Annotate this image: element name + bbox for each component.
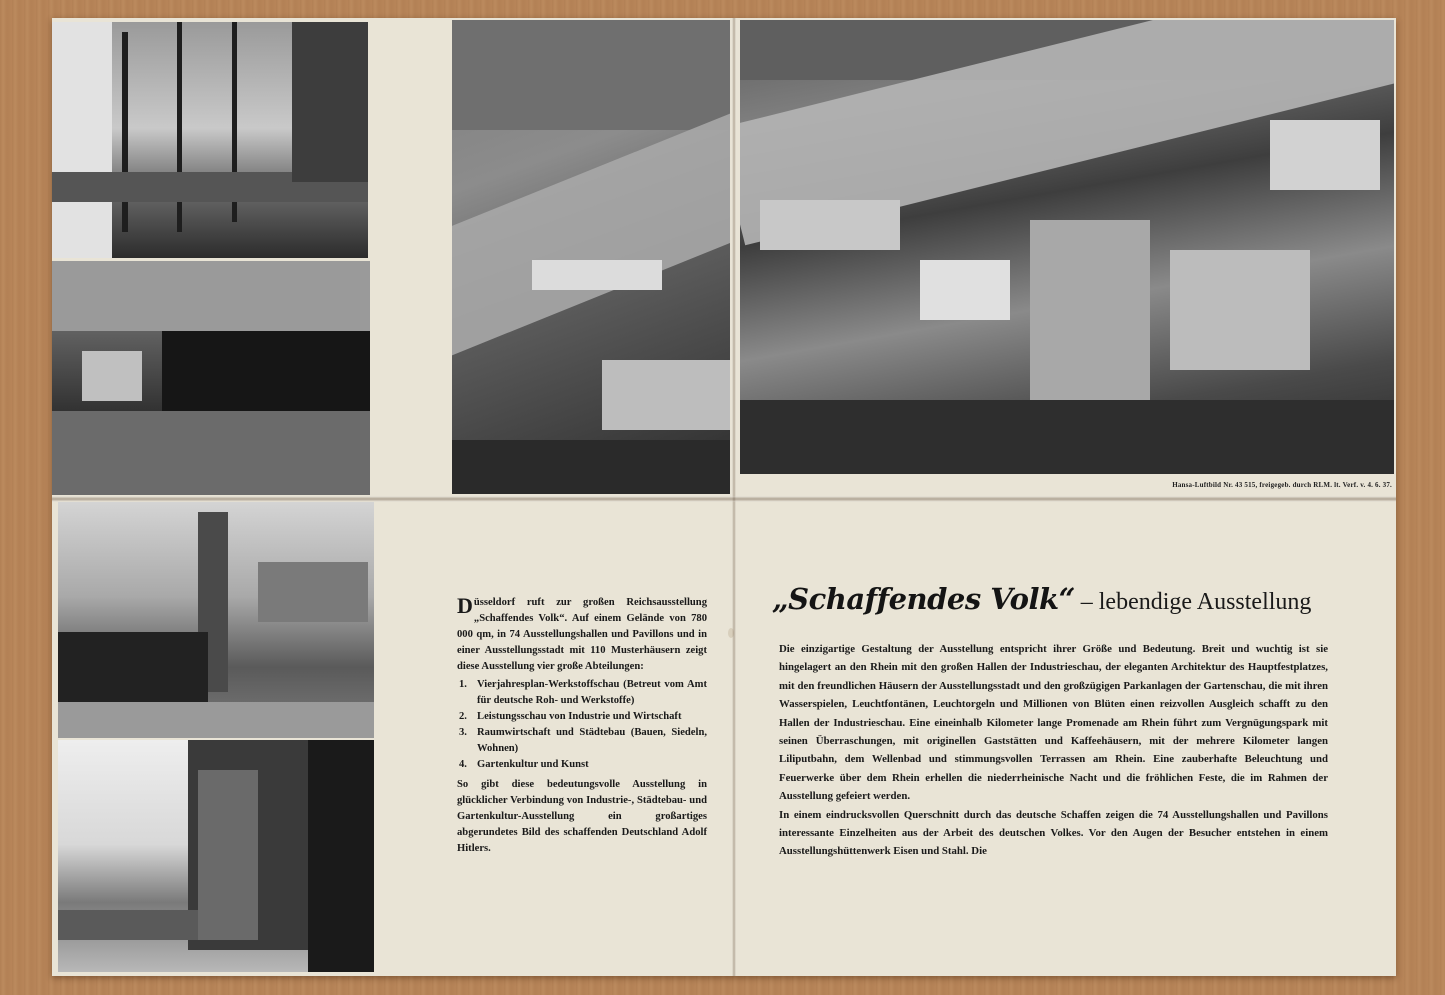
list-item (457, 709, 707, 725)
photo-credit-caption: Hansa-Luftbild Nr. 43 515, freigegeb. durch RLM. lt. Verf. v. 4. 6. 37. (1172, 481, 1392, 489)
list-item (457, 725, 707, 757)
department-list (457, 677, 707, 773)
list-text: Raumwirtschaft und Städtebau (Bauen, Siedeln, Wohnen) (477, 727, 707, 754)
photo-exhibition-hall-interior (58, 502, 374, 738)
photo-aerial-rhine-left (452, 20, 730, 494)
body-paragraph-1: Die einzigartige Gestaltung der Ausstellung entspricht ihrer Größe und Bedeutung. Breit und wuchtig ist sie hingelagert an den Rhein mit den großen Hallen der Industrieschau, der eleganten Architektur des Hauptfestplatzes, mit den freundlichen Häusern der Ausstellungsstadt und den großzügigen Parkanlagen der Gartenschau, die mit ihren Wasserspielen, Leuchtfontänen, Leuchtorgeln und Millionen von Blüten einen reizvollen Ausgleich schafft zu den Hallen der Industrieschau. Eine eineinhalb Kilometer lange Promenade am Rhein führt zum Vergnügungspark mit seinen Überraschungen, mit originellen Gaststätten und Kaffeehäusern, mit der mehrere Kilometer langen Liliputbahn, dem Wellenbad und stimmungsvollen Terrassen am Rhein. Eine zauberhafte Beleuchtung und Feuerwerke über dem Rhein erhellen die niederrheinische Nacht und die fröhlichen Feste, die im Rahmen der Ausstellung gefeiert werden. (779, 643, 1328, 803)
intro-paragraph (457, 595, 707, 675)
body-column (779, 640, 1328, 861)
closing-paragraph: So gibt diese bedeutungsvolle Ausstellung in glücklicher Verbindung von Industrie-, Städtebau- und Gartenkultur-Ausstellung ein großartiges abgerundetes Bild des schaffenden Deutschland Adolf Hitlers. (457, 779, 707, 854)
list-text: Gartenkultur und Kunst (477, 759, 589, 770)
list-number: 3. (459, 727, 467, 738)
list-text: Leistungsschau von Industrie und Wirtschaft (477, 711, 682, 722)
photo-hall-facade-promenade (58, 740, 374, 972)
list-item (457, 757, 707, 773)
list-item (457, 677, 707, 709)
dropcap: D (457, 593, 473, 618)
photo-exhibition-entrance-flags (52, 22, 368, 258)
list-number: 1. (459, 679, 467, 690)
list-text: Vierjahresplan-Werkstoffschau (Betreut vom Amt für deutsche Roh- und Werkstoffe) (477, 679, 707, 706)
intro-text: üsseldorf ruft zur großen Reichsausstellung „Schaffendes Volk“. Auf einem Gelände von 780 000 qm, in 74 Ausstellungshallen und Pavillons und in einer Ausstellungsstadt mit 110 Musterhäusern zeigt diese Ausstellung vier große Abteilungen: (457, 597, 707, 672)
list-number: 4. (459, 759, 467, 770)
title-subtitle: – lebendige Ausstellung (1080, 589, 1312, 615)
title-blackletter: „Schaffendes Volk“ (772, 582, 1075, 616)
list-number: 2. (459, 711, 467, 722)
horizontal-fold (52, 496, 1396, 502)
section-title (772, 582, 1362, 622)
intro-column (457, 595, 707, 857)
paper-stain (728, 628, 734, 638)
body-paragraph-2: In einem eindrucksvollen Querschnitt durch das deutsche Schaffen zeigen die 74 Ausstellungshallen und Pavillons interessante Einzelheiten aus der Arbeit des deutschen Volkes. Vor den Augen der Besucher entstehen in einem Ausstellungshüttenwerk Eisen und Stahl. Die (779, 808, 1328, 858)
photo-aerial-exhibition-grounds (740, 20, 1394, 474)
photo-visitors-at-exhibit (52, 261, 370, 495)
